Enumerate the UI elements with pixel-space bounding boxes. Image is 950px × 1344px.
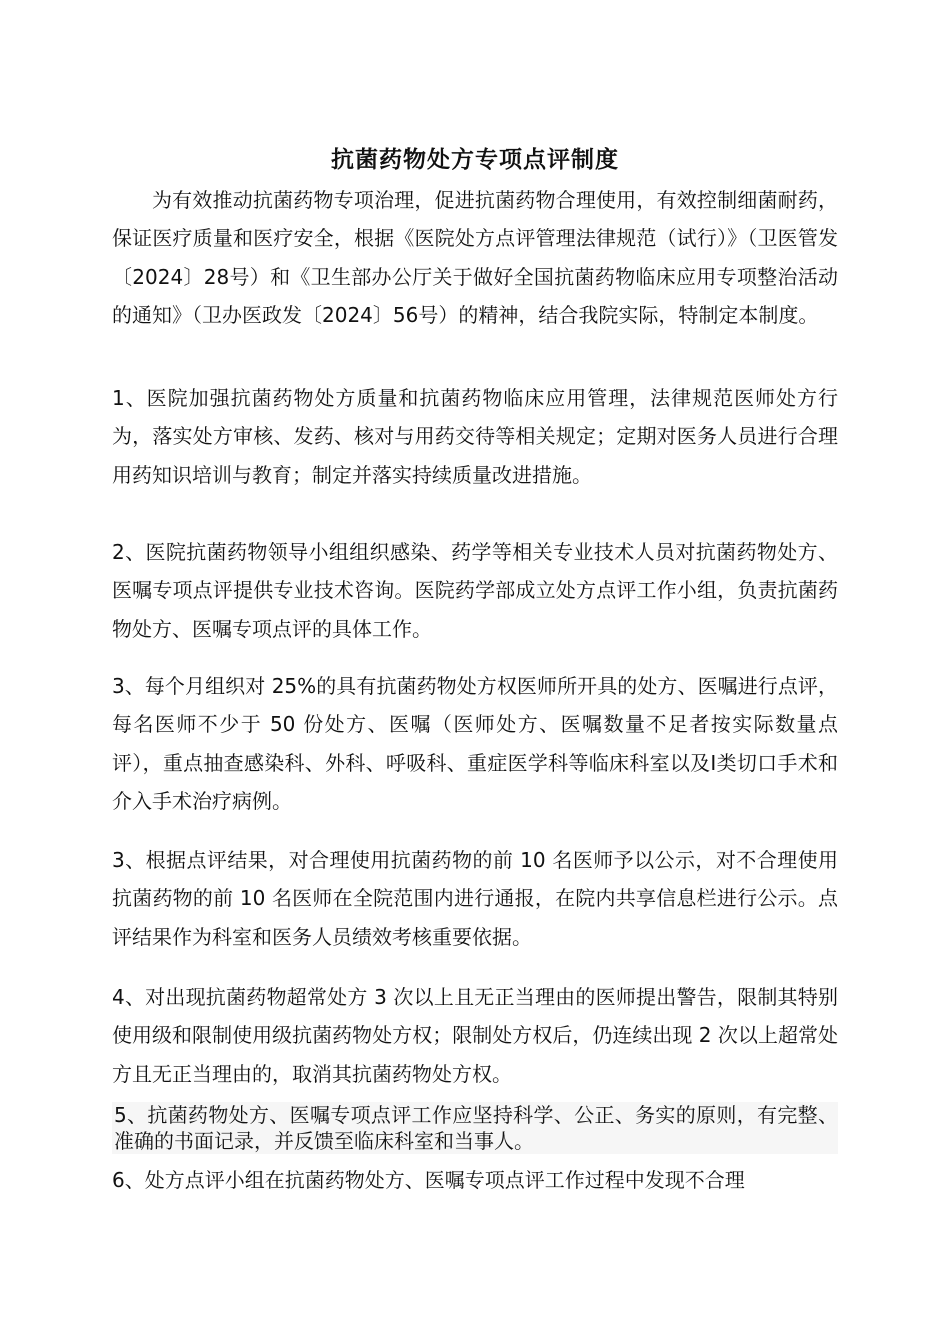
document-title: 抗菌药物处方专项点评制度 xyxy=(331,146,619,173)
paragraph-1: 1、医院加强抗菌药物处方质量和抗菌药物临床应用管理，法律规范医师处方行为，落实处方审核、发药、核对与用药交待等相关规定；定期对医务人员进行合理用药知识培训与教育；制定并落实持续质量改进措施。 xyxy=(112,386,838,487)
paragraph-5: 5、抗菌药物处方、医嘱专项点评工作应坚持科学、公正、务实的原则，有完整、准确的书面记录，并反馈至临床科室和当事人。 xyxy=(114,1103,838,1153)
paragraph-3b: 3、根据点评结果，对合理使用抗菌药物的前 10 名医师予以公示，对不合理使用抗菌药物的前 10 名医师在全院范围内进行通报，在院内共享信息栏进行公示。点评结果作为科室和医务人员绩效考核重要依据。 xyxy=(112,848,838,949)
paragraph-3: 3、每个月组织对 25%的具有抗菌药物处方权医师所开具的处方、医嘱进行点评，每名医师不少于 50 份处方、医嘱（医师处方、医嘱数量不足者按实际数量点评），重点抽查感染科、外科、呼吸科、重症医学科等临床科室以及Ⅰ类切口手术和介入手术治疗病例。 xyxy=(112,674,838,814)
paragraph-6: 6、处方点评小组在抗菌药物处方、医嘱专项点评工作过程中发现不合理 xyxy=(112,1168,745,1192)
paragraph-4: 4、对出现抗菌药物超常处方 3 次以上且无正当理由的医师提出警告，限制其特别使用级和限制使用级抗菌药物处方权；限制处方权后，仍连续出现 2 次以上超常处方且无正当理由的，取消其抗菌药物处方权。 xyxy=(112,985,838,1086)
paragraph-2: 2、医院抗菌药物领导小组组织感染、药学等相关专业技术人员对抗菌药物处方、医嘱专项点评提供专业技术咨询。医院药学部成立处方点评工作小组，负责抗菌药物处方、医嘱专项点评的具体工作。 xyxy=(112,540,838,641)
intro-paragraph: 为有效推动抗菌药物专项治理，促进抗菌药物合理使用，有效控制细菌耐药，保证医疗质量和医疗安全，根据《医院处方点评管理法律规范（试行）》（卫医管发〔2024〕28号）和《卫生部办公厅关于做好全国抗菌药物临床应用专项整治活动的通知》（卫办医政发〔2024〕56号）的精神，结合我院实际，特制定本制度。 xyxy=(112,188,838,328)
